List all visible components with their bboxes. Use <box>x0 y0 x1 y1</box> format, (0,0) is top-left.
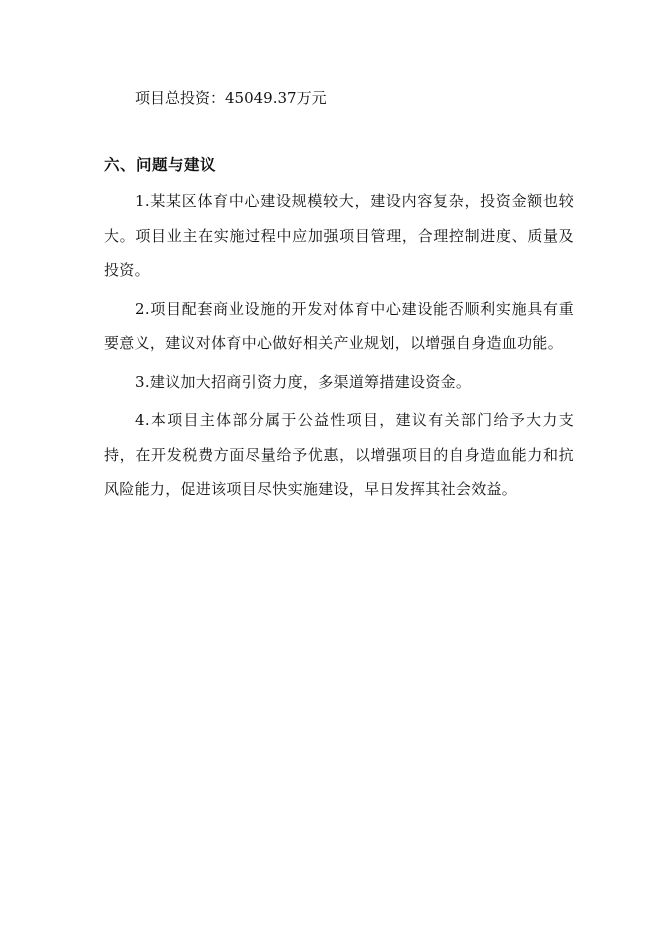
total-investment-line: 项目总投资：45049.37万元 <box>135 89 327 107</box>
section-heading: 六、问题与建议 <box>104 155 217 174</box>
document-content <box>104 84 574 511</box>
recommendation-paragraph-3: 3.建议加大招商引资力度，多渠道筹措建设资金。 <box>135 372 472 391</box>
recommendation-paragraph-4: 4.本项目主体部分属于公益性项目，建议有关部门给予大力支持，在开发税费方面尽量给予优惠，以增强项目的自身造血能力和抗风险能力，促进该项目尽快实施建设，早日发挥其社会效益。 <box>104 411 574 498</box>
recommendation-paragraph-1: 1.某某区体育中心建设规模较大，建设内容复杂，投资金额也较大。项目业主在实施过程中应加强项目管理，合理控制进度、质量及投资。 <box>104 192 574 279</box>
recommendation-paragraph-2: 2.项目配套商业设施的开发对体育中心建设能否顺利实施具有重要意义，建议对体育中心做好相关产业规划，以增强自身造血功能。 <box>104 299 574 352</box>
